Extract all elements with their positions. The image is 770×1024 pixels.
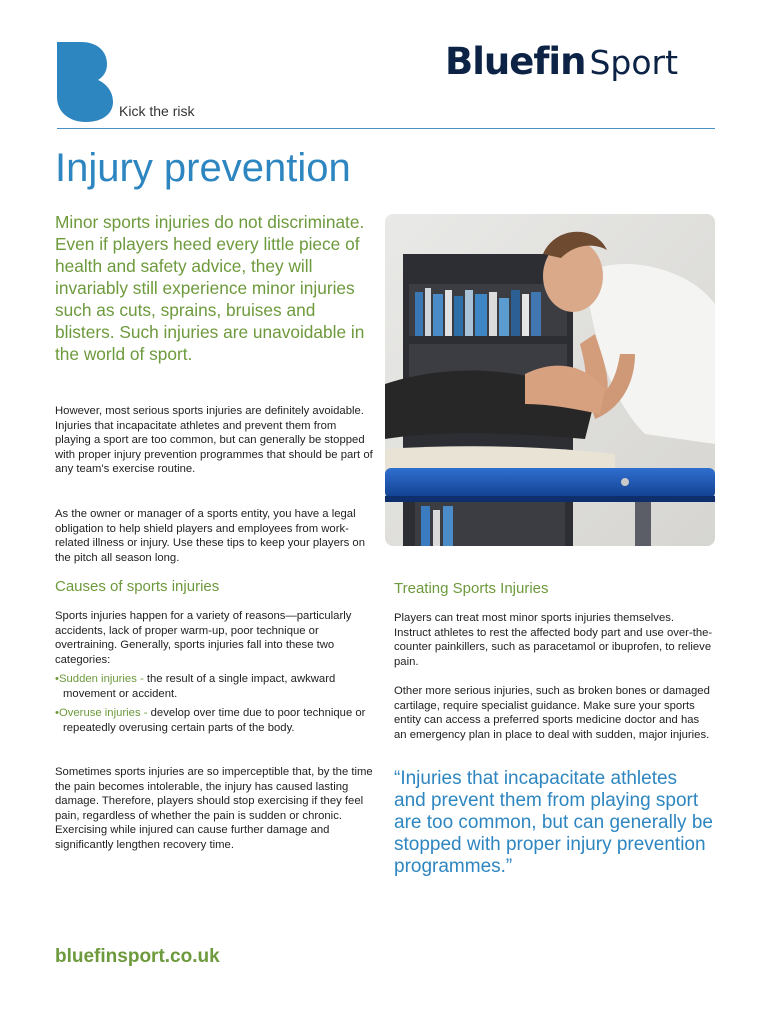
pull-quote: “Injuries that incapacitate athletes and prevent them from playing sport are too common, but can generally be stopped with proper injury prevention programmes.” bbox=[394, 768, 713, 877]
treating-heading: Treating Sports Injuries bbox=[394, 580, 549, 597]
injury-categories-list bbox=[55, 672, 375, 740]
causes-heading: Causes of sports injuries bbox=[55, 578, 220, 595]
list-item bbox=[55, 706, 375, 735]
treating-paragraph: Players can treat most minor sports injuries themselves. Instruct athletes to rest the affected body part and use over-the-counter painkillers, such as paracetamol or ibuprofen, to relieve pain. bbox=[394, 612, 713, 668]
physiotherapy-photo bbox=[385, 214, 715, 546]
list-item bbox=[55, 672, 375, 701]
list-item-text: the result of a single impact, awkward movement or accident. bbox=[63, 673, 336, 700]
brand-name-light: Sport bbox=[589, 43, 679, 82]
causes-closing: Sometimes sports injuries are so imperceptible that, by the time the pain becomes intolerable, the injury has caused lasting damage. Therefore, players should stop exercising if they feel pain, regardless of whether the pain is sudden or chronic. Exercising while injured can cause further damage and significantly lengthen recovery time. bbox=[55, 766, 373, 851]
website-link[interactable]: bluefinsport.co.uk bbox=[55, 946, 220, 967]
list-item-label: Sudden injuries - bbox=[58, 673, 144, 685]
page-title: Injury prevention bbox=[55, 146, 351, 190]
list-item-label: Overuse injuries - bbox=[58, 707, 148, 720]
body-paragraph: As the owner or manager of a sports entity, you have a legal obligation to help shield players and employees from work-related illness or injury. Use these tips to keep your players on the pitch all season long. bbox=[55, 508, 365, 564]
brand-name-bold: Bluefin bbox=[445, 40, 586, 83]
bullet-icon: • bbox=[55, 707, 59, 720]
header-divider bbox=[57, 128, 715, 129]
list-item-text: develop over time due to poor technique or repeatedly overusing certain parts of the body. bbox=[63, 707, 366, 734]
tagline: Kick the risk bbox=[119, 103, 195, 119]
body-paragraph: However, most serious sports injuries are definitely avoidable. Injuries that incapacitate athletes and prevent them from playing a sport are too common, but can generally be stopped with proper injury prevention programmes that should be part of any team's exercise routine. bbox=[55, 405, 373, 476]
causes-intro: Sports injuries happen for a variety of reasons—particularly accidents, lack of proper warm-up, poor technique or overtraining. Generally, sports injuries fall into these two categories: bbox=[55, 610, 352, 666]
brand-logo bbox=[445, 40, 678, 90]
bluefin-b-logo bbox=[57, 42, 113, 122]
treating-paragraph: Other more serious injuries, such as broken bones or damaged cartilage, require specialist guidance. Make sure your sports entity can access a preferred sports medicine doctor and has an emergency plan in place to deal with sudden, major injuries. bbox=[394, 685, 710, 741]
intro-text: Minor sports injuries do not discriminate. Even if players heed every little piece of health and safety advice, they will invariably still experience minor injuries such as cuts, sprains, bruises and blisters. Such injuries are unavoidable in the world of sport. bbox=[55, 212, 365, 364]
bullet-icon: • bbox=[55, 673, 59, 685]
